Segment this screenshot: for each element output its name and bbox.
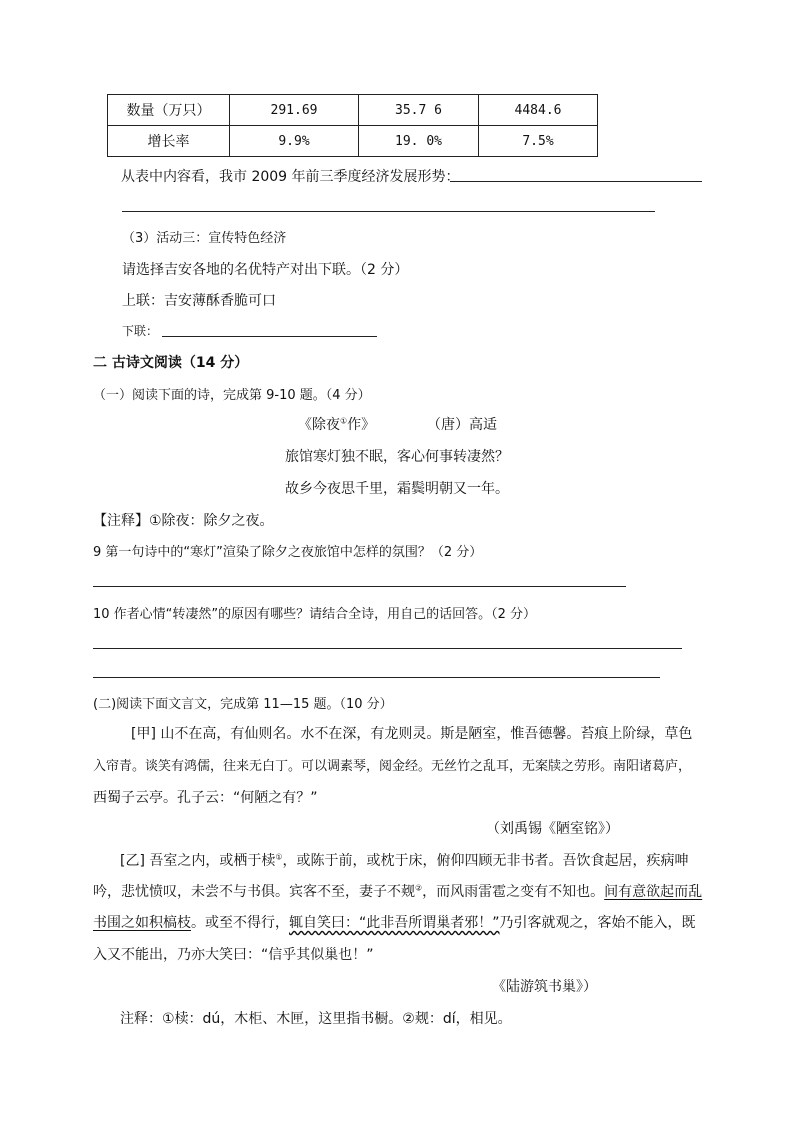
cell: 291.69: [230, 95, 359, 126]
poem-title: 《除夜①作》: [298, 416, 376, 433]
annotation: 【注释】①除夜：除夕之夜。: [93, 513, 274, 529]
lower-couplet-label: 下联：: [122, 324, 159, 338]
section-title: 二 古诗文阅读（14 分）: [93, 355, 249, 371]
question-10: 10 作者心情“转凄然”的原因有哪些？请结合全诗，用自己的话回答。（2 分）: [93, 607, 537, 622]
answer-line[interactable]: [450, 181, 702, 182]
answer-line[interactable]: [162, 336, 377, 337]
answer-line[interactable]: [122, 211, 655, 212]
table-row: [108, 126, 598, 157]
yi-source: 《陆游筑书巢》）: [492, 979, 597, 995]
answer-line[interactable]: [93, 648, 682, 649]
answer-line[interactable]: [93, 586, 626, 587]
part1-intro: （一）阅读下面的诗，完成第 9-10 题。（4 分）: [93, 388, 371, 403]
jia-text: 西蜀子云亭。孔子云：“何陋之有？”: [93, 790, 318, 806]
jia-source: （刘禹锡《陋室铭》）: [486, 821, 619, 837]
cell: 4484.6: [479, 95, 598, 126]
yi-text: 吟，悲忧愤叹，未尝不与书俱。宾客不至，妻子不觌②，而风雨雷雹之变有不知也。间有意欲起而乱: [93, 883, 703, 900]
notes: 注释：①椟：dú，木柜、木匣，这里指书橱。②觌：dí，相见。: [120, 1011, 512, 1027]
cell: 9.9%: [230, 126, 359, 157]
data-table: [107, 94, 598, 157]
question-9: 9 第一句诗中的“寒灯”渲染了除夕之夜旅馆中怎样的氛围？（2 分）: [93, 545, 483, 560]
part2-intro: (二)阅读下面文言文，完成第 11—15 题。（10 分）: [93, 697, 393, 712]
answer-line[interactable]: [93, 677, 660, 678]
cell: 35.7 6: [359, 95, 479, 126]
cell: 19. 0%: [359, 126, 479, 157]
activity3-instruction: 请选择吉安各地的名优特产对出下联。（2 分）: [122, 262, 409, 278]
yi-text: 书围之如积槁枝。或至不得行，辄自笑曰：“此非吾所谓巢者邪！”乃引客就观之，客始不能入，既: [93, 915, 696, 931]
row-label: 增长率: [108, 126, 230, 157]
jia-text: [甲] 山不在高，有仙则名。水不在深，有龙则灵。斯是陋室，惟吾德馨。苔痕上阶绿，草色: [131, 726, 693, 742]
table-row: [108, 95, 598, 126]
yi-text: [乙] 吾室之内，或栖于椟①，或陈于前，或枕于床，俯仰四顾无非书者。吾饮食起居，疾病呻: [120, 852, 689, 869]
upper-couplet: 上联：吉安薄酥香脆可口: [122, 293, 276, 309]
trend-question: 从表中内容看，我市 2009 年前三季度经济发展形势：: [121, 169, 460, 185]
row-label: 数量（万只）: [108, 95, 230, 126]
activity3-title: （3）活动三：宣传特色经济: [122, 231, 287, 246]
jia-text: 入帘青。谈笑有鸿儒，往来无白丁。可以调素琴，阅金经。无丝竹之乱耳，无案牍之劳形。南阳诸葛庐，: [93, 759, 692, 774]
poem-author: （唐）高适: [427, 417, 497, 433]
yi-text: 入又不能出，乃亦大笑曰：“信乎其似巢也！”: [93, 947, 374, 963]
poem-line: 旅馆寒灯独不眠，客心何事转凄然？: [285, 449, 509, 465]
cell: 7.5%: [479, 126, 598, 157]
poem-line: 故乡今夜思千里，霜鬓明朝又一年。: [285, 481, 509, 497]
